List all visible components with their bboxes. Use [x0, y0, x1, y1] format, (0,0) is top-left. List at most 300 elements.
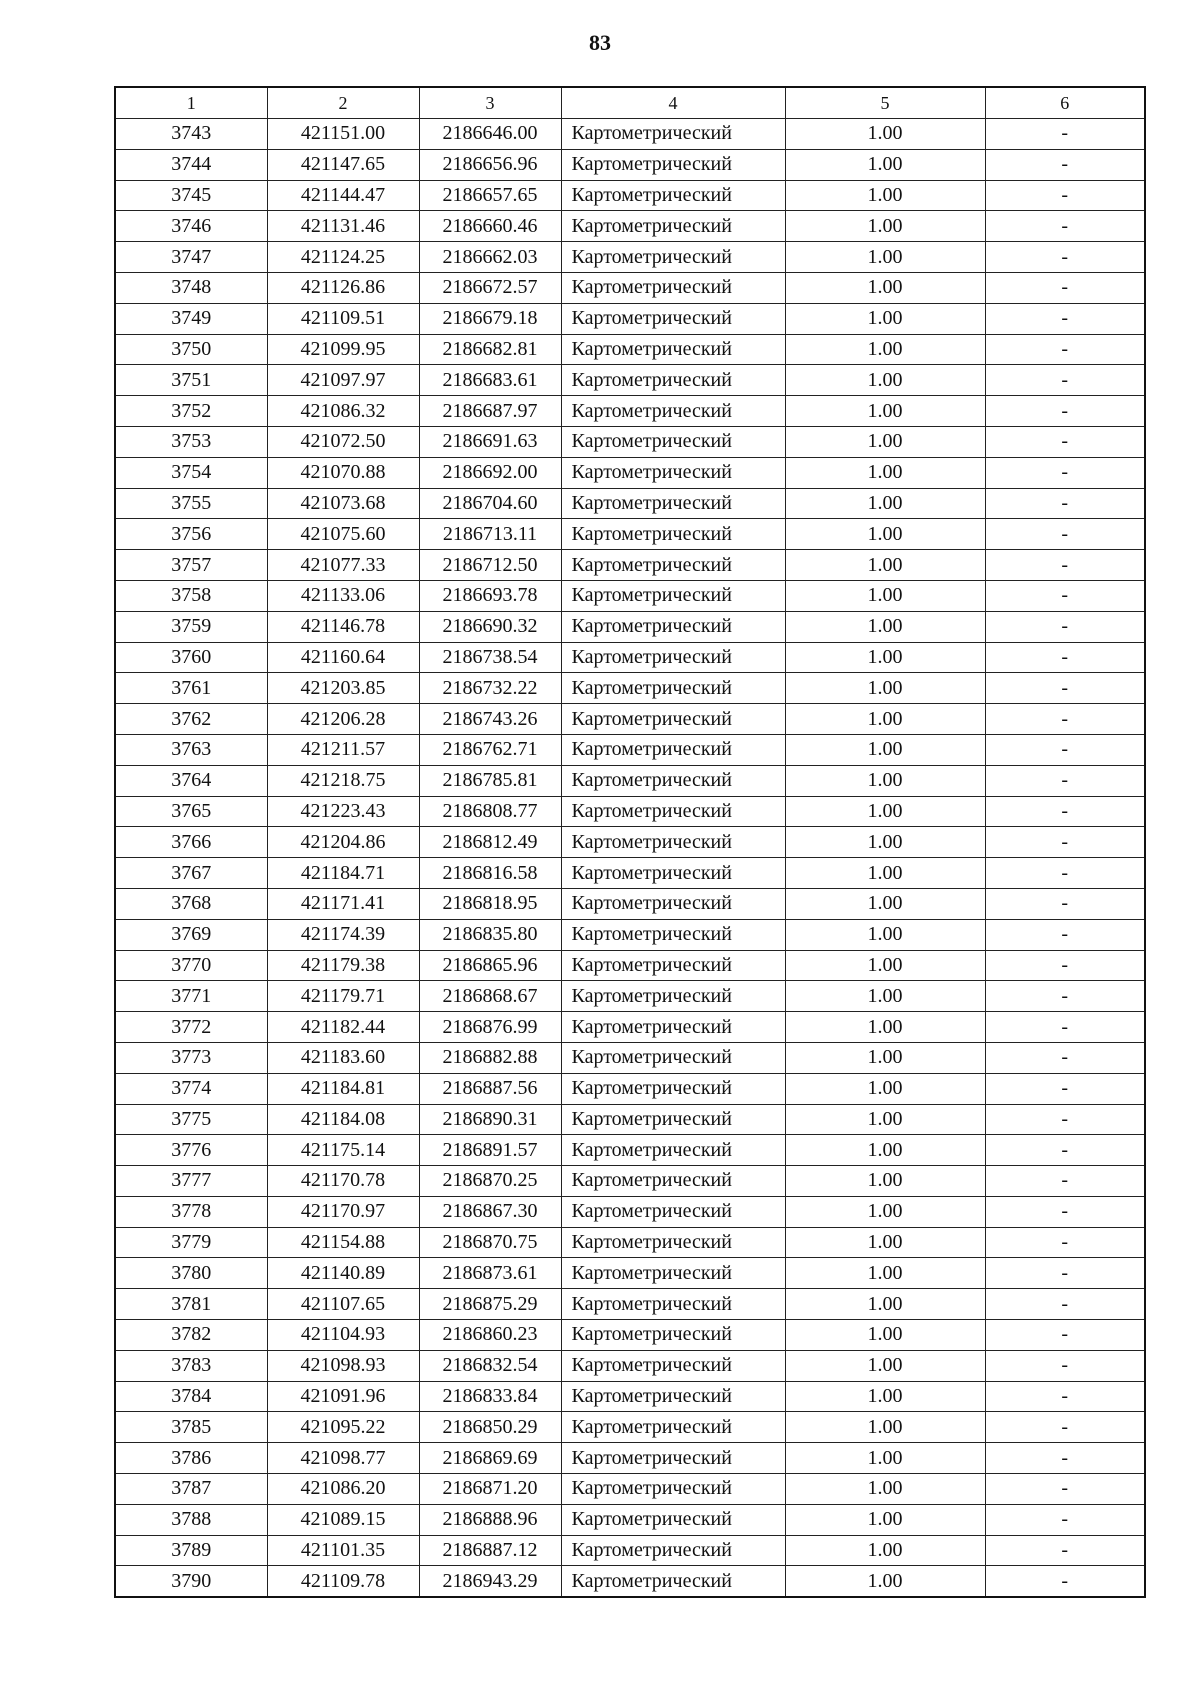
note-cell: -: [985, 1381, 1145, 1412]
accuracy-cell: 1.00: [785, 858, 985, 889]
note-cell: -: [985, 1073, 1145, 1104]
point-number-cell: 3775: [115, 1104, 267, 1135]
table-row: [115, 334, 1145, 365]
table-row: [115, 119, 1145, 150]
note-cell: -: [985, 488, 1145, 519]
point-number-cell: 3760: [115, 642, 267, 673]
point-number-cell: 3759: [115, 611, 267, 642]
point-number-cell: 3785: [115, 1412, 267, 1443]
accuracy-cell: 1.00: [785, 1320, 985, 1351]
y-coordinate-cell: 2186887.56: [419, 1073, 561, 1104]
point-number-cell: 3786: [115, 1443, 267, 1474]
point-number-cell: 3757: [115, 550, 267, 581]
y-coordinate-cell: 2186743.26: [419, 704, 561, 735]
method-cell: Картометрический: [561, 1135, 785, 1166]
x-coordinate-cell: 421184.81: [267, 1073, 419, 1104]
note-cell: -: [985, 1289, 1145, 1320]
x-coordinate-cell: 421072.50: [267, 426, 419, 457]
method-cell: Картометрический: [561, 396, 785, 427]
accuracy-cell: 1.00: [785, 550, 985, 581]
point-number-cell: 3788: [115, 1504, 267, 1535]
table-row: [115, 1104, 1145, 1135]
x-coordinate-cell: 421184.71: [267, 858, 419, 889]
method-cell: Картометрический: [561, 858, 785, 889]
method-cell: Картометрический: [561, 1196, 785, 1227]
y-coordinate-cell: 2186683.61: [419, 365, 561, 396]
point-number-cell: 3758: [115, 580, 267, 611]
accuracy-cell: 1.00: [785, 149, 985, 180]
method-cell: Картометрический: [561, 365, 785, 396]
accuracy-cell: 1.00: [785, 365, 985, 396]
method-cell: Картометрический: [561, 704, 785, 735]
x-coordinate-cell: 421147.65: [267, 149, 419, 180]
y-coordinate-cell: 2186871.20: [419, 1474, 561, 1505]
header-cell-3: 3: [419, 87, 561, 119]
accuracy-cell: 1.00: [785, 1381, 985, 1412]
y-coordinate-cell: 2186890.31: [419, 1104, 561, 1135]
accuracy-cell: 1.00: [785, 457, 985, 488]
accuracy-cell: 1.00: [785, 1227, 985, 1258]
x-coordinate-cell: 421098.77: [267, 1443, 419, 1474]
method-cell: Картометрический: [561, 149, 785, 180]
y-coordinate-cell: 2186692.00: [419, 457, 561, 488]
y-coordinate-cell: 2186704.60: [419, 488, 561, 519]
note-cell: -: [985, 149, 1145, 180]
note-cell: -: [985, 457, 1145, 488]
accuracy-cell: 1.00: [785, 1535, 985, 1566]
x-coordinate-cell: 421170.78: [267, 1166, 419, 1197]
x-coordinate-cell: 421223.43: [267, 796, 419, 827]
note-cell: -: [985, 1012, 1145, 1043]
x-coordinate-cell: 421095.22: [267, 1412, 419, 1443]
note-cell: -: [985, 1474, 1145, 1505]
accuracy-cell: 1.00: [785, 827, 985, 858]
point-number-cell: 3774: [115, 1073, 267, 1104]
method-cell: Картометрический: [561, 1320, 785, 1351]
method-cell: Картометрический: [561, 519, 785, 550]
note-cell: -: [985, 426, 1145, 457]
x-coordinate-cell: 421109.78: [267, 1566, 419, 1597]
y-coordinate-cell: 2186712.50: [419, 550, 561, 581]
method-cell: Картометрический: [561, 426, 785, 457]
x-coordinate-cell: 421133.06: [267, 580, 419, 611]
table-row: [115, 272, 1145, 303]
table-body: [115, 119, 1145, 1598]
table-row: [115, 1227, 1145, 1258]
note-cell: -: [985, 1135, 1145, 1166]
method-cell: Картометрический: [561, 1012, 785, 1043]
y-coordinate-cell: 2186869.69: [419, 1443, 561, 1474]
accuracy-cell: 1.00: [785, 1073, 985, 1104]
point-number-cell: 3777: [115, 1166, 267, 1197]
point-number-cell: 3750: [115, 334, 267, 365]
note-cell: -: [985, 734, 1145, 765]
y-coordinate-cell: 2186646.00: [419, 119, 561, 150]
method-cell: Картометрический: [561, 1289, 785, 1320]
page-number: 83: [589, 30, 611, 55]
note-cell: -: [985, 1566, 1145, 1597]
note-cell: -: [985, 211, 1145, 242]
accuracy-cell: 1.00: [785, 919, 985, 950]
method-cell: Картометрический: [561, 211, 785, 242]
table-row: [115, 1166, 1145, 1197]
table-row: [115, 1042, 1145, 1073]
y-coordinate-cell: 2186833.84: [419, 1381, 561, 1412]
note-cell: -: [985, 1227, 1145, 1258]
table-row: [115, 919, 1145, 950]
note-cell: -: [985, 950, 1145, 981]
point-number-cell: 3749: [115, 303, 267, 334]
table-row: [115, 1381, 1145, 1412]
x-coordinate-cell: 421109.51: [267, 303, 419, 334]
table-row: [115, 734, 1145, 765]
y-coordinate-cell: 2186732.22: [419, 673, 561, 704]
accuracy-cell: 1.00: [785, 1443, 985, 1474]
x-coordinate-cell: 421089.15: [267, 1504, 419, 1535]
y-coordinate-cell: 2186943.29: [419, 1566, 561, 1597]
method-cell: Картометрический: [561, 950, 785, 981]
accuracy-cell: 1.00: [785, 211, 985, 242]
point-number-cell: 3784: [115, 1381, 267, 1412]
method-cell: Картометрический: [561, 981, 785, 1012]
method-cell: Картометрический: [561, 611, 785, 642]
accuracy-cell: 1.00: [785, 734, 985, 765]
method-cell: Картометрический: [561, 488, 785, 519]
accuracy-cell: 1.00: [785, 1135, 985, 1166]
note-cell: -: [985, 396, 1145, 427]
x-coordinate-cell: 421086.32: [267, 396, 419, 427]
point-number-cell: 3787: [115, 1474, 267, 1505]
point-number-cell: 3767: [115, 858, 267, 889]
accuracy-cell: 1.00: [785, 642, 985, 673]
header-cell-4: 4: [561, 87, 785, 119]
x-coordinate-cell: 421179.38: [267, 950, 419, 981]
note-cell: -: [985, 1166, 1145, 1197]
point-number-cell: 3766: [115, 827, 267, 858]
table-row: [115, 1504, 1145, 1535]
y-coordinate-cell: 2186662.03: [419, 242, 561, 273]
x-coordinate-cell: 421075.60: [267, 519, 419, 550]
y-coordinate-cell: 2186682.81: [419, 334, 561, 365]
accuracy-cell: 1.00: [785, 242, 985, 273]
x-coordinate-cell: 421154.88: [267, 1227, 419, 1258]
note-cell: -: [985, 1320, 1145, 1351]
point-number-cell: 3768: [115, 888, 267, 919]
point-number-cell: 3764: [115, 765, 267, 796]
y-coordinate-cell: 2186816.58: [419, 858, 561, 889]
accuracy-cell: 1.00: [785, 334, 985, 365]
point-number-cell: 3746: [115, 211, 267, 242]
point-number-cell: 3747: [115, 242, 267, 273]
note-cell: -: [985, 180, 1145, 211]
table-row: [115, 426, 1145, 457]
note-cell: -: [985, 704, 1145, 735]
y-coordinate-cell: 2186876.99: [419, 1012, 561, 1043]
x-coordinate-cell: 421144.47: [267, 180, 419, 211]
accuracy-cell: 1.00: [785, 1196, 985, 1227]
table-row: [115, 1443, 1145, 1474]
y-coordinate-cell: 2186660.46: [419, 211, 561, 242]
table-row: [115, 457, 1145, 488]
note-cell: -: [985, 673, 1145, 704]
point-number-cell: 3762: [115, 704, 267, 735]
x-coordinate-cell: 421073.68: [267, 488, 419, 519]
table-row: [115, 642, 1145, 673]
table-row: [115, 796, 1145, 827]
method-cell: Картометрический: [561, 1443, 785, 1474]
table-row: [115, 519, 1145, 550]
note-cell: -: [985, 1504, 1145, 1535]
note-cell: -: [985, 919, 1145, 950]
table-row: [115, 827, 1145, 858]
y-coordinate-cell: 2186693.78: [419, 580, 561, 611]
note-cell: -: [985, 272, 1145, 303]
x-coordinate-cell: 421107.65: [267, 1289, 419, 1320]
x-coordinate-cell: 421206.28: [267, 704, 419, 735]
point-number-cell: 3744: [115, 149, 267, 180]
x-coordinate-cell: 421099.95: [267, 334, 419, 365]
y-coordinate-cell: 2186818.95: [419, 888, 561, 919]
y-coordinate-cell: 2186888.96: [419, 1504, 561, 1535]
header-cell-6: 6: [985, 87, 1145, 119]
method-cell: Картометрический: [561, 242, 785, 273]
accuracy-cell: 1.00: [785, 1504, 985, 1535]
note-cell: -: [985, 550, 1145, 581]
table-row: [115, 1073, 1145, 1104]
y-coordinate-cell: 2186690.32: [419, 611, 561, 642]
note-cell: -: [985, 1042, 1145, 1073]
y-coordinate-cell: 2186738.54: [419, 642, 561, 673]
table-row: [115, 981, 1145, 1012]
point-number-cell: 3781: [115, 1289, 267, 1320]
method-cell: Картометрический: [561, 734, 785, 765]
x-coordinate-cell: 421170.97: [267, 1196, 419, 1227]
point-number-cell: 3751: [115, 365, 267, 396]
point-number-cell: 3755: [115, 488, 267, 519]
note-cell: -: [985, 1535, 1145, 1566]
accuracy-cell: 1.00: [785, 272, 985, 303]
table-row: [115, 1412, 1145, 1443]
note-cell: -: [985, 796, 1145, 827]
y-coordinate-cell: 2186850.29: [419, 1412, 561, 1443]
table-row: [115, 303, 1145, 334]
y-coordinate-cell: 2186832.54: [419, 1350, 561, 1381]
x-coordinate-cell: 421179.71: [267, 981, 419, 1012]
method-cell: Картометрический: [561, 796, 785, 827]
table-row: [115, 704, 1145, 735]
note-cell: -: [985, 242, 1145, 273]
method-cell: Картометрический: [561, 1412, 785, 1443]
x-coordinate-cell: 421160.64: [267, 642, 419, 673]
table-row: [115, 1289, 1145, 1320]
x-coordinate-cell: 421101.35: [267, 1535, 419, 1566]
y-coordinate-cell: 2186812.49: [419, 827, 561, 858]
y-coordinate-cell: 2186865.96: [419, 950, 561, 981]
table-row: [115, 211, 1145, 242]
accuracy-cell: 1.00: [785, 1012, 985, 1043]
point-number-cell: 3745: [115, 180, 267, 211]
y-coordinate-cell: 2186887.12: [419, 1535, 561, 1566]
method-cell: Картометрический: [561, 180, 785, 211]
method-cell: Картометрический: [561, 1381, 785, 1412]
table-row: [115, 950, 1145, 981]
point-number-cell: 3769: [115, 919, 267, 950]
y-coordinate-cell: 2186835.80: [419, 919, 561, 950]
note-cell: -: [985, 858, 1145, 889]
table-row: [115, 858, 1145, 889]
x-coordinate-cell: 421098.93: [267, 1350, 419, 1381]
accuracy-cell: 1.00: [785, 580, 985, 611]
x-coordinate-cell: 421174.39: [267, 919, 419, 950]
point-number-cell: 3752: [115, 396, 267, 427]
y-coordinate-cell: 2186691.63: [419, 426, 561, 457]
note-cell: -: [985, 642, 1145, 673]
note-cell: -: [985, 611, 1145, 642]
table-row: [115, 1258, 1145, 1289]
y-coordinate-cell: 2186687.97: [419, 396, 561, 427]
point-number-cell: 3761: [115, 673, 267, 704]
accuracy-cell: 1.00: [785, 796, 985, 827]
method-cell: Картометрический: [561, 888, 785, 919]
accuracy-cell: 1.00: [785, 303, 985, 334]
table-row: [115, 1566, 1145, 1597]
x-coordinate-cell: 421175.14: [267, 1135, 419, 1166]
table-row: [115, 550, 1145, 581]
y-coordinate-cell: 2186713.11: [419, 519, 561, 550]
accuracy-cell: 1.00: [785, 396, 985, 427]
accuracy-cell: 1.00: [785, 488, 985, 519]
point-number-cell: 3748: [115, 272, 267, 303]
point-number-cell: 3754: [115, 457, 267, 488]
y-coordinate-cell: 2186873.61: [419, 1258, 561, 1289]
table-row: [115, 611, 1145, 642]
x-coordinate-cell: 421171.41: [267, 888, 419, 919]
x-coordinate-cell: 421151.00: [267, 119, 419, 150]
method-cell: Картометрический: [561, 1227, 785, 1258]
y-coordinate-cell: 2186679.18: [419, 303, 561, 334]
y-coordinate-cell: 2186808.77: [419, 796, 561, 827]
note-cell: -: [985, 580, 1145, 611]
point-number-cell: 3773: [115, 1042, 267, 1073]
point-number-cell: 3770: [115, 950, 267, 981]
y-coordinate-cell: 2186785.81: [419, 765, 561, 796]
table-row: [115, 1350, 1145, 1381]
header-cell-2: 2: [267, 87, 419, 119]
note-cell: -: [985, 1350, 1145, 1381]
y-coordinate-cell: 2186860.23: [419, 1320, 561, 1351]
x-coordinate-cell: 421203.85: [267, 673, 419, 704]
note-cell: -: [985, 365, 1145, 396]
y-coordinate-cell: 2186657.65: [419, 180, 561, 211]
point-number-cell: 3783: [115, 1350, 267, 1381]
table-row: [115, 1196, 1145, 1227]
point-number-cell: 3790: [115, 1566, 267, 1597]
method-cell: Картометрический: [561, 119, 785, 150]
accuracy-cell: 1.00: [785, 1350, 985, 1381]
x-coordinate-cell: 421124.25: [267, 242, 419, 273]
table-row: [115, 1012, 1145, 1043]
x-coordinate-cell: 421131.46: [267, 211, 419, 242]
table-row: [115, 180, 1145, 211]
table-row: [115, 149, 1145, 180]
y-coordinate-cell: 2186882.88: [419, 1042, 561, 1073]
method-cell: Картометрический: [561, 272, 785, 303]
coordinates-table: [114, 86, 1146, 1598]
accuracy-cell: 1.00: [785, 1258, 985, 1289]
method-cell: Картометрический: [561, 1073, 785, 1104]
x-coordinate-cell: 421183.60: [267, 1042, 419, 1073]
point-number-cell: 3771: [115, 981, 267, 1012]
method-cell: Картометрический: [561, 457, 785, 488]
note-cell: -: [985, 334, 1145, 365]
table-row: [115, 888, 1145, 919]
table-row: [115, 1535, 1145, 1566]
method-cell: Картометрический: [561, 827, 785, 858]
note-cell: -: [985, 1258, 1145, 1289]
x-coordinate-cell: 421204.86: [267, 827, 419, 858]
point-number-cell: 3772: [115, 1012, 267, 1043]
y-coordinate-cell: 2186867.30: [419, 1196, 561, 1227]
method-cell: Картометрический: [561, 765, 785, 796]
note-cell: -: [985, 1104, 1145, 1135]
accuracy-cell: 1.00: [785, 1474, 985, 1505]
method-cell: Картометрический: [561, 673, 785, 704]
method-cell: Картометрический: [561, 919, 785, 950]
y-coordinate-cell: 2186870.25: [419, 1166, 561, 1197]
method-cell: Картометрический: [561, 580, 785, 611]
method-cell: Картометрический: [561, 1504, 785, 1535]
method-cell: Картометрический: [561, 1350, 785, 1381]
y-coordinate-cell: 2186891.57: [419, 1135, 561, 1166]
x-coordinate-cell: 421091.96: [267, 1381, 419, 1412]
accuracy-cell: 1.00: [785, 1566, 985, 1597]
note-cell: -: [985, 303, 1145, 334]
note-cell: -: [985, 888, 1145, 919]
method-cell: Картометрический: [561, 1042, 785, 1073]
point-number-cell: 3780: [115, 1258, 267, 1289]
accuracy-cell: 1.00: [785, 611, 985, 642]
table-row: [115, 673, 1145, 704]
table-row: [115, 488, 1145, 519]
header-cell-5: 5: [785, 87, 985, 119]
method-cell: Картометрический: [561, 1258, 785, 1289]
note-cell: -: [985, 827, 1145, 858]
accuracy-cell: 1.00: [785, 888, 985, 919]
x-coordinate-cell: 421218.75: [267, 765, 419, 796]
accuracy-cell: 1.00: [785, 1166, 985, 1197]
point-number-cell: 3763: [115, 734, 267, 765]
table-row: [115, 765, 1145, 796]
method-cell: Картометрический: [561, 1104, 785, 1135]
point-number-cell: 3779: [115, 1227, 267, 1258]
table-row: [115, 1320, 1145, 1351]
table-row: [115, 242, 1145, 273]
note-cell: -: [985, 1196, 1145, 1227]
table-row: [115, 1135, 1145, 1166]
x-coordinate-cell: 421104.93: [267, 1320, 419, 1351]
point-number-cell: 3765: [115, 796, 267, 827]
method-cell: Картометрический: [561, 1474, 785, 1505]
table-row: [115, 1474, 1145, 1505]
y-coordinate-cell: 2186672.57: [419, 272, 561, 303]
point-number-cell: 3789: [115, 1535, 267, 1566]
note-cell: -: [985, 765, 1145, 796]
point-number-cell: 3778: [115, 1196, 267, 1227]
y-coordinate-cell: 2186656.96: [419, 149, 561, 180]
method-cell: Картометрический: [561, 642, 785, 673]
accuracy-cell: 1.00: [785, 704, 985, 735]
y-coordinate-cell: 2186875.29: [419, 1289, 561, 1320]
